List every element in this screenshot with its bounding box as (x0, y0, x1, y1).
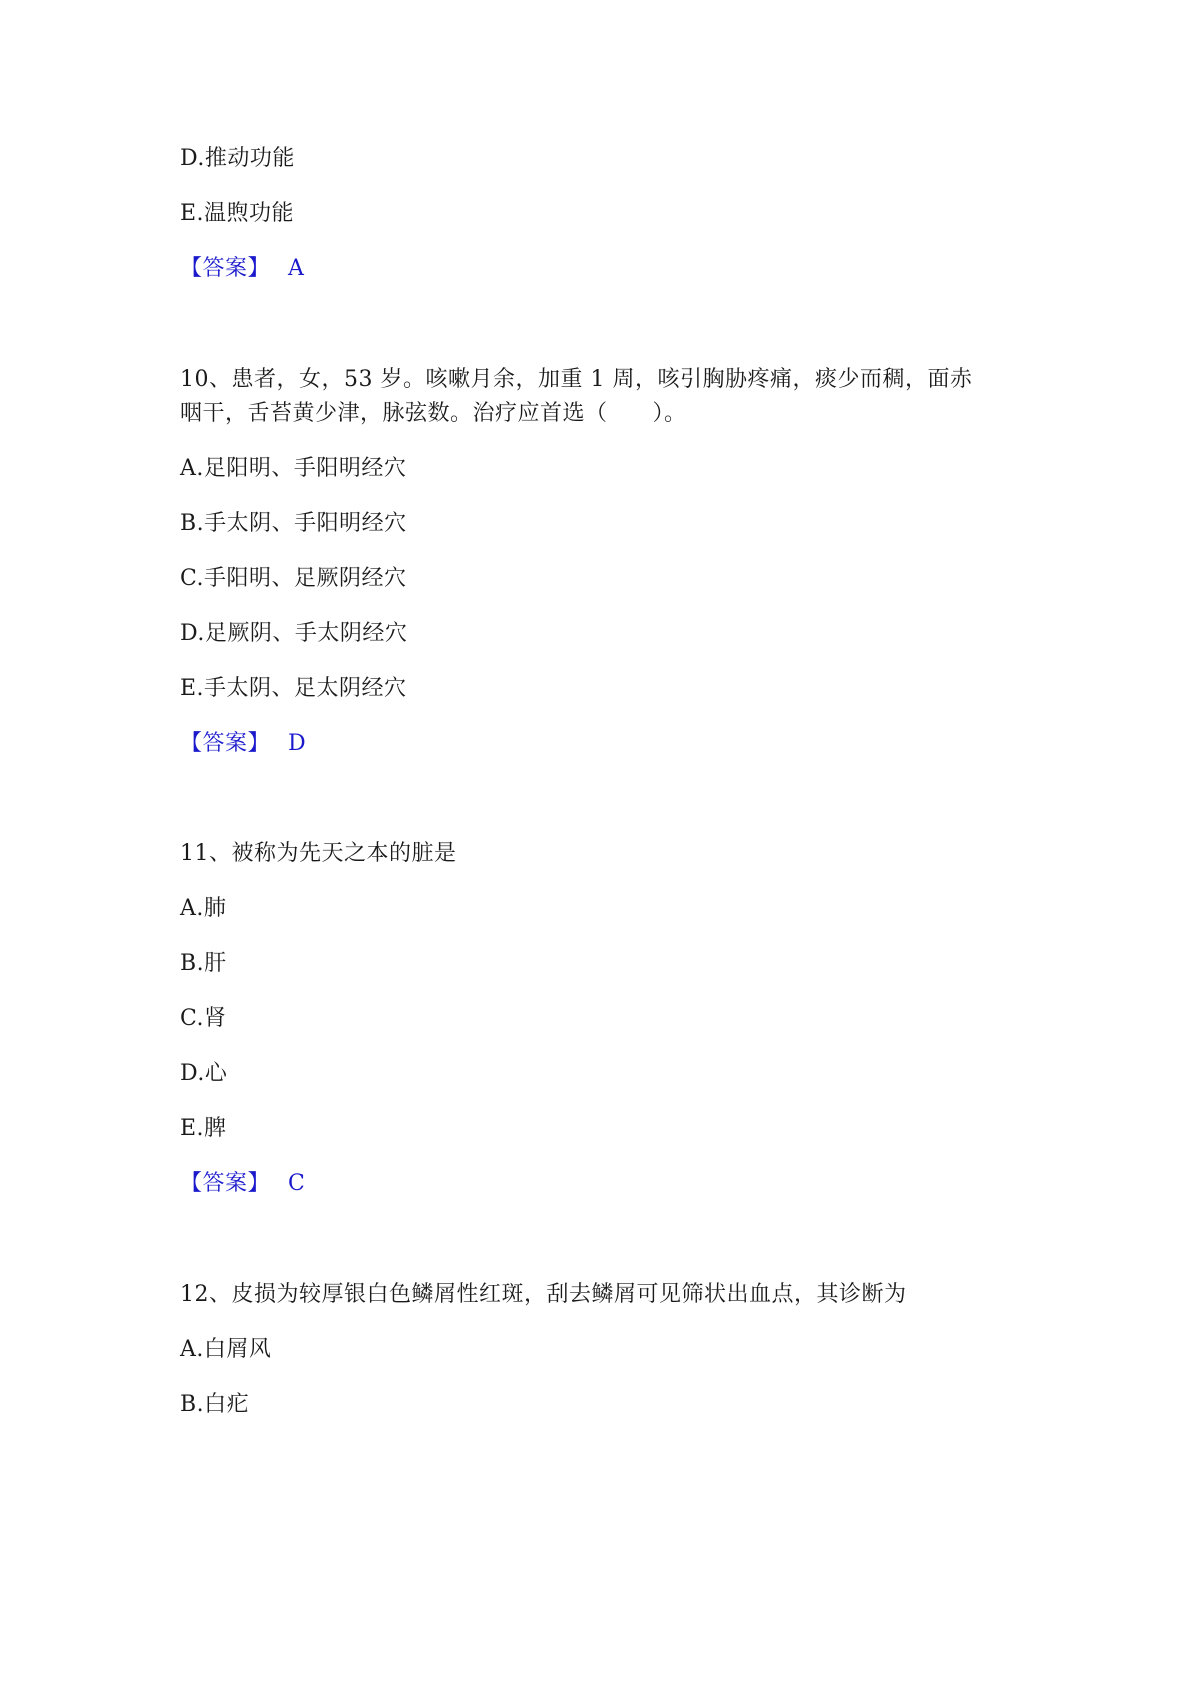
q9-answer (180, 255, 304, 283)
q11-question: 11、被称为先天之本的脏是 (180, 841, 457, 866)
q11-option-c: C.肾 (180, 1006, 227, 1031)
q10-question-line1: 10、患者，女，53 岁。咳嗽月余，加重 1 周，咳引胸胁疼痛，痰少而稠，面赤 (180, 367, 973, 392)
q10-option-a: A.足阳明、手阳明经穴 (180, 456, 407, 481)
q11-answer (180, 1170, 305, 1198)
q9-option-e: E.温煦功能 (180, 201, 295, 226)
answer-label: 【答案】 (180, 256, 271, 281)
q10-option-b: B.手太阴、手阳明经穴 (180, 511, 407, 536)
answer-value: C (288, 1171, 306, 1196)
q10-option-d: D.足厥阴、手太阴经穴 (180, 621, 408, 646)
q10-answer (180, 730, 306, 758)
answer-label: 【答案】 (180, 1171, 271, 1196)
q11-option-d: D.心 (180, 1061, 228, 1086)
q10-option-c: C.手阳明、足厥阴经穴 (180, 566, 407, 591)
q12-option-a: A.白屑风 (180, 1337, 272, 1362)
q11-option-e: E.脾 (180, 1116, 227, 1141)
q12-question: 12、皮损为较厚银白色鳞屑性红斑，刮去鳞屑可见筛状出血点，其诊断为 (180, 1282, 907, 1307)
q11-option-b: B.肝 (180, 951, 227, 976)
answer-label: 【答案】 (180, 731, 271, 756)
q10-option-e: E.手太阴、足太阴经穴 (180, 676, 407, 701)
q12-option-b: B.白疕 (180, 1392, 250, 1417)
answer-value: A (288, 256, 305, 281)
q10-question-line2: 咽干，舌苔黄少津，脉弦数。治疗应首选（ ）。 (180, 401, 687, 426)
answer-value: D (288, 731, 307, 756)
q11-option-a: A.肺 (180, 896, 227, 921)
q9-option-d: D.推动功能 (180, 146, 295, 171)
